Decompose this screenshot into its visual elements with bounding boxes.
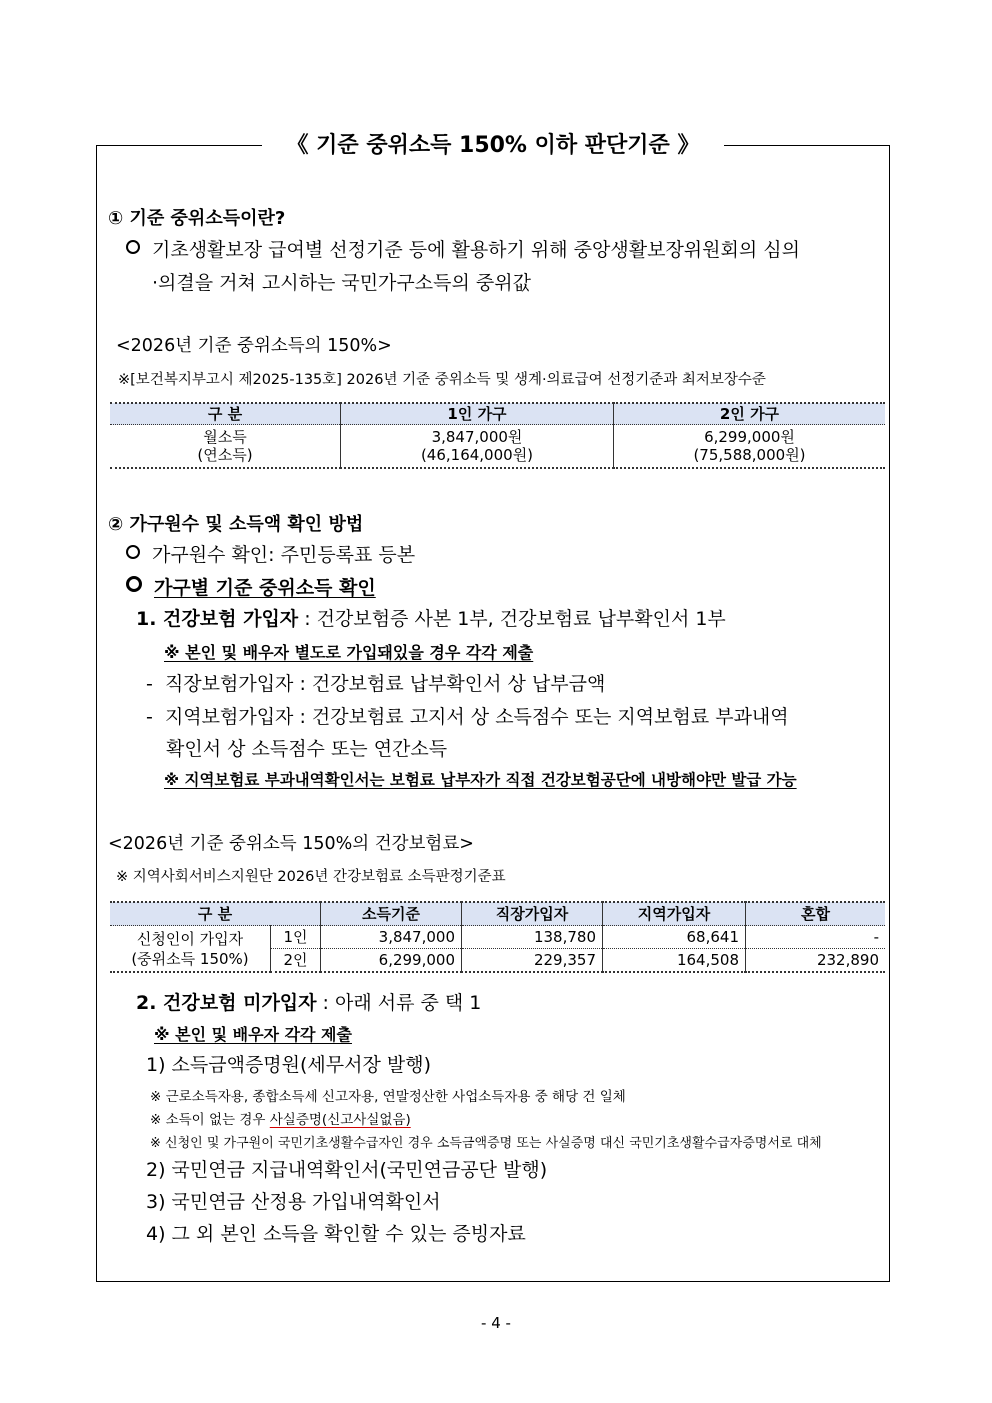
section2-bullet1: 가구원수 확인: 주민등록표 등본 [126,540,415,567]
table2-header-mixed: 혼합 [746,902,886,926]
table2-row2-income: 6,299,000 [321,949,462,973]
doc-item-4: 4) 그 외 본인 소득을 확인할 수 있는 증빙자료 [146,1223,526,1245]
table2-row2-work: 229,357 [462,949,603,973]
table2-caption: <2026년 기준 중위소득 150%의 건강보험료> [108,834,474,854]
table2-group-label: 신청인이 가입자 (중위소득 150%) [131,929,249,968]
table2-header-income: 소득기준 [321,902,462,926]
table1-header-category: 구 분 [110,403,341,425]
dash-item-workplace: - 직장보험가입자 : 건강보험료 납부확인서 상 납부금액 [146,673,606,695]
table2-row1-work: 138,780 [462,926,603,949]
dash-item-region-line2: 확인서 상 소득점수 또는 연간소득 [166,738,448,760]
page-number: - 4 - [481,1314,511,1332]
table1-source: ※[보건복지부고시 제2025-135호] 2026년 기준 중위소득 및 생계·의료급여 선정기준과 최저보장수준 [118,372,766,388]
doc-item-3: 3) 국민연금 산정용 가입내역확인서 [146,1191,441,1213]
table2-header-region: 지역가입자 [603,902,746,926]
circle-bullet-icon [126,240,140,254]
table1-header-2person: 2인 가구 [614,403,886,425]
doc-item-1: 1) 소득금액증명원(세무서장 발행) [146,1054,432,1076]
table2-row2-region: 164,508 [603,949,746,973]
table2-row1-size: 1인 [271,926,321,949]
table2-header-category: 구 분 [110,902,321,926]
table1-header-1person: 1인 가구 [341,403,614,425]
item2: 2. 건강보험 미가입자 : 아래 서류 중 택 1 [136,992,482,1014]
item2-note: ※ 본인 및 배우자 각각 제출 [154,1025,352,1044]
doc-item-2: 2) 국민연금 지급내역확인서(국민연금공단 발행) [146,1159,548,1181]
item1-note: ※ 본인 및 배우자 별도로 가입돼있을 경우 각각 제출 [164,643,534,662]
item1: 1. 건강보험 가입자 : 건강보험증 사본 1부, 건강보험료 납부확인서 1부 [136,608,726,630]
section1-body-line2: ·의결을 거쳐 고시하는 국민가구소득의 중위값 [152,272,531,294]
section2-bullet2: 가구별 기준 중위소득 확인 [126,573,376,600]
doc1-note2: ※ 소득이 없는 경우 사실증명(신고사실없음) [150,1112,411,1128]
table2-row2-mixed: 232,890 [746,949,886,973]
table2-row2-size: 2인 [271,949,321,973]
item1-note2: ※ 지역보험료 부과내역확인서는 보험료 납부자가 직접 건강보험공단에 내방해야만 발급 가능 [164,771,797,789]
doc1-note3: ※ 신청인 및 가구원이 국민기초생활수급자인 경우 소득금액증명 또는 사실증명 대신 국민기초생활수급자증명서로 대체 [150,1136,822,1151]
circle-bullet-icon [126,545,140,559]
table2-header-work: 직장가입자 [462,902,603,926]
table1-cell-1person: 3,847,000원 (46,164,000원) [341,425,614,469]
table2-row1-income: 3,847,000 [321,926,462,949]
section1-body-line1: 기초생활보장 급여별 선정기준 등에 활용하기 위해 중앙생활보장위원회의 심의 [126,235,800,262]
health-insurance-table [110,901,885,973]
section1-heading: ① 기준 중위소득이란? [108,208,286,229]
table2-row1-mixed: - [746,926,886,949]
dash-item-region-line1: - 지역보험가입자 : 건강보험료 고지서 상 소득점수 또는 지역보험료 부과내역 [146,706,789,728]
page-title: 《 기준 중위소득 150% 이하 판단기준 》 [262,128,724,164]
table2-source: ※ 지역사회서비스지원단 2026년 간강보험료 소득판정기준표 [116,869,506,885]
table1-caption: <2026년 기준 중위소득의 150%> [116,336,392,356]
circle-bullet-icon [126,576,142,592]
doc1-note1: ※ 근로소득자용, 종합소득세 신고자용, 연말정산한 사업소득자용 중 해당 건 일체 [150,1089,626,1105]
table1-row-label: 월소득 (연소득) [197,428,253,464]
median-income-table [110,402,885,469]
table2-row1-region: 68,641 [603,926,746,949]
section2-heading: ② 가구원수 및 소득액 확인 방법 [108,514,364,535]
table1-cell-2person: 6,299,000원 (75,588,000원) [614,425,886,469]
